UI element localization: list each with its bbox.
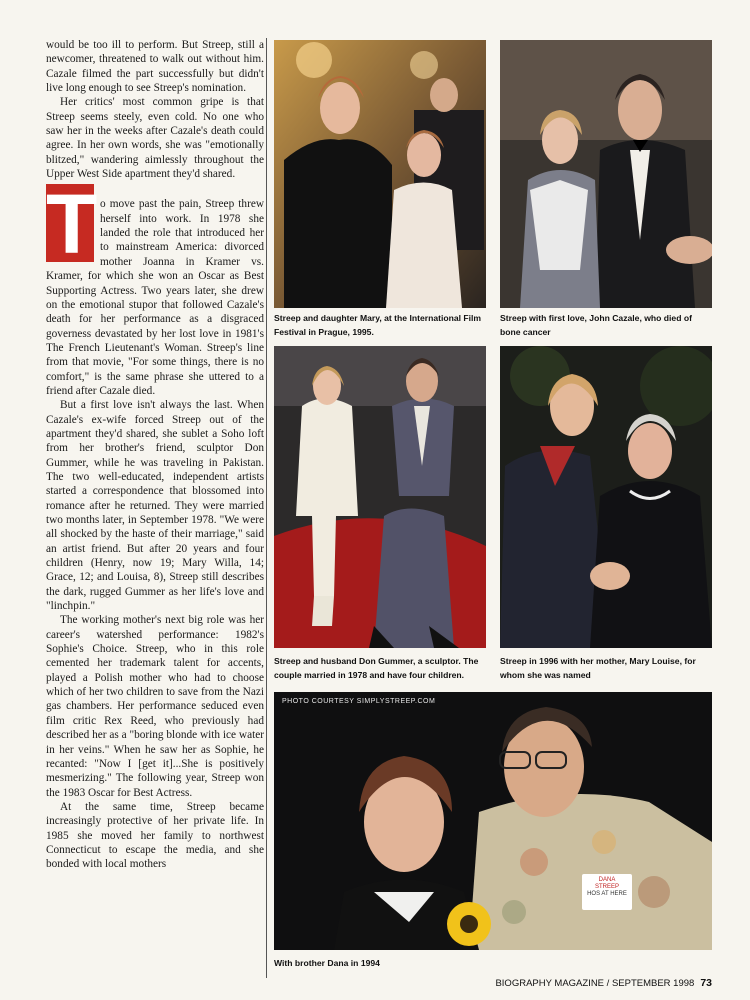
name-tag-line: HOS AT HERE [587, 891, 627, 897]
photo-streep-and-cazale [500, 40, 712, 308]
name-tag [582, 874, 632, 910]
caption-photo3: Streep and husband Don Gummer, a sculptor. The couple married in 1978 and have four children. [274, 656, 479, 680]
caption-photo1: Streep and daughter Mary, at the International Film Festival in Prague, 1995. [274, 313, 482, 337]
paragraph: The working mother's next big role was her career's watershed performance: 1982's Sophie's Choice. Streep, who in this role cemented her trademark talent for accents, played a Polish mother who had to choose which of her two children to save from the Nazi gas chambers. Her performance seduced even film critic Rex Reed, who previously had described her as a "boring blonde with ice water in her veins." When he saw her as Sophie, he recanted: "Now I [get it]...She is positively mesmerizing." The following year, Streep won the 1983 Oscar for Best Actress. [46, 614, 264, 799]
article-text-column [46, 38, 264, 872]
page-footer [495, 977, 712, 989]
publication-name: BIOGRAPHY MAGAZINE / SEPTEMBER 1998 [495, 978, 695, 989]
photo-streep-and-daughter [274, 40, 486, 308]
paragraph: o move past the pain, Streep threw herself into work. In 1978 she landed the role that introduced her to mainstream America: divorced mother Joanna in Kramer vs. Kramer, for which she won an Oscar as Best Supporting Actress. Two years later, she drew on the emotional stupor that followed Cazale's death for her performance as a disgraced governess devastated by her lost love in 1981's The French Lieutenant's Woman. Streep's line from that movie, "For some things, there is no comfort," is the same phrase she uttered to a friend after Cazale died. [46, 198, 264, 397]
column-divider [266, 38, 267, 978]
photo-streep-and-gummer [274, 346, 486, 648]
photo-credit: PHOTO COURTESY SIMPLYSTREEP.COM [282, 698, 436, 705]
photo-streep-and-brother [274, 692, 712, 950]
photo-streep-and-mother [500, 346, 712, 648]
drop-cap-letter: T [46, 177, 98, 272]
paragraph: would be too ill to perform. But Streep, still a newcomer, threatened to walk out without him. Cazale filmed the part successfully but didn't live long enough to see Streep's nomination. [46, 39, 264, 95]
caption-photo4: Streep in 1996 with her mother, Mary Louise, for whom she was named [500, 656, 696, 680]
paragraph: Her critics' most common gripe is that Streep seems steely, even cold. No one who saw her in the weeks after Cazale's death could agree. In her own words, she was "emotionally blitzed," wandering aimlessly throughout the Upper West Side apartment they'd shared. [46, 96, 264, 181]
name-tag-line: DANA [598, 877, 616, 883]
caption-photo5: With brother Dana in 1994 [274, 958, 380, 968]
drop-cap [46, 177, 98, 272]
page-number: 73 [700, 977, 712, 989]
paragraph: But a first love isn't always the last. When Cazale's ex-wife forced Streep out of the apartment they'd shared, she sublet a Soho loft from her brother's friend, sculptor Don Gummer, while he was traveling in Pakistan. The two well-educated, independent artists started a correspondence that blossomed into romance after he returned. They were married two months later, in September 1978. "We were all shocked by the haste of their marriage," said an artist friend. But after 20 years and four children (Henry, now 19; Mary Willa, 14; Grace, 12; and Louisa, 8), Streep still describes the dark, rugged Gummer as her life's love and "linchpin." [46, 399, 264, 613]
name-tag-line: STREEP [594, 884, 619, 890]
caption-photo2: Streep with first love, John Cazale, who died of bone cancer [500, 313, 692, 337]
paragraph: At the same time, Streep became increasingly protective of her private life. In 1985 she moved her family to northwest Connecticut to escape the media, and she bonded with local mothers [46, 800, 264, 871]
